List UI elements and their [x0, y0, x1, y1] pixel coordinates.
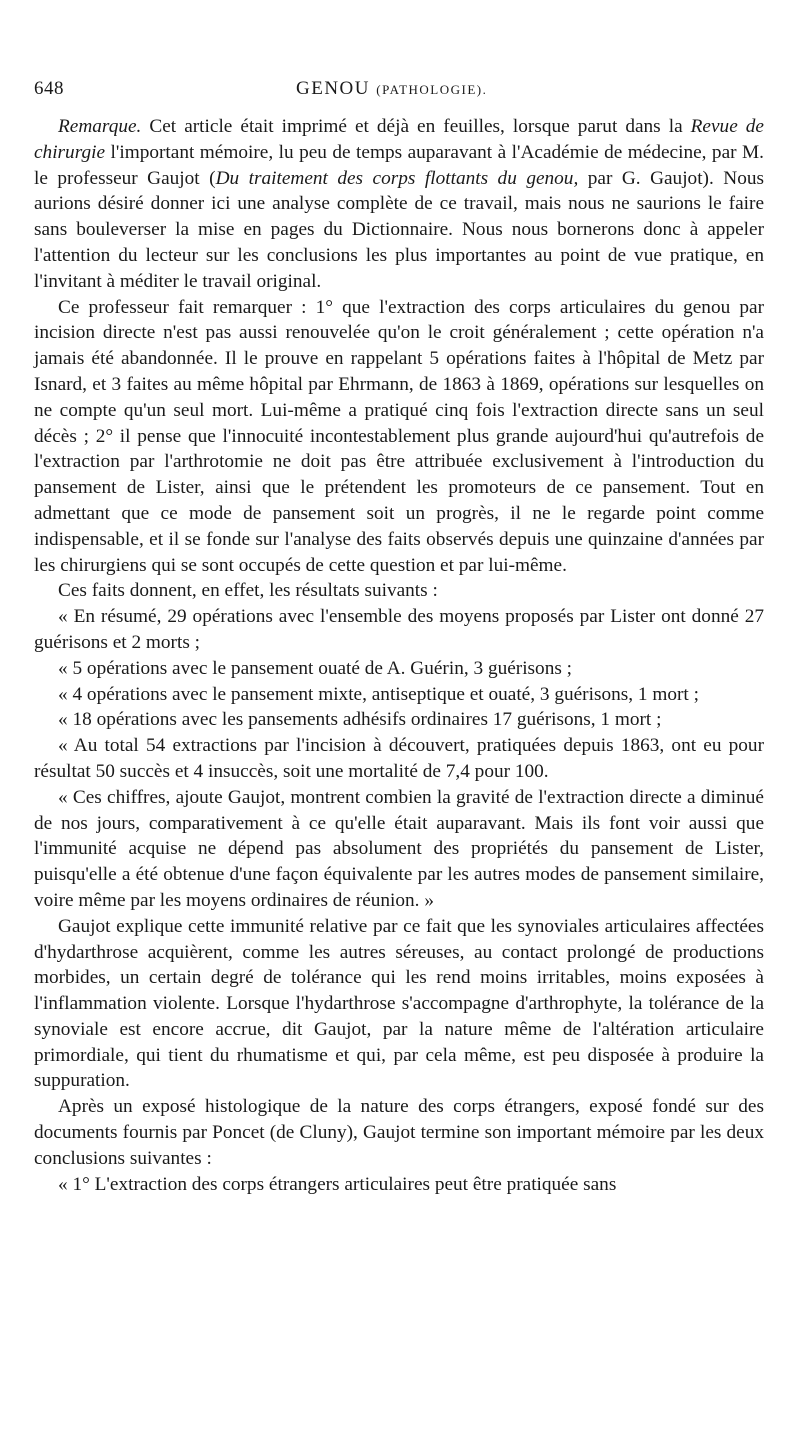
- body-text: [34, 114, 764, 1197]
- header-title-main: GENOU: [296, 78, 370, 99]
- paragraph: Gaujot explique cette immunité relative par ce fait que les synoviales articulaires affectées d'hydarthrose acquièrent, comme les autres séreuses, au contact prolongé de productions morbides, un certain degré de tolérance qui les rend moins irritables, moins exposées à l'inflammation violente. Lorsque l'hydarthrose s'accompagne d'arthrophyte, la tolérance de la synoviale est encore accrue, dit Gaujot, par la nature même de l'altération articulaire primordiale, qui tient du rhumatisme et qui, par cela même, est peu disposée à produire la suppuration.: [34, 915, 764, 1092]
- paragraph: Ces faits donnent, en effet, les résultats suivants :: [58, 580, 438, 602]
- paragraph-text: par G. Gaujot). Nous aurions désiré donner ici une analyse complète de ce travail, mais nous ne saurions le faire sans bouleverser la mise en pages du Dictionnaire. Nous nous bornerons donc à appeler l'attention du lecteur sur les conclusions les plus importantes au point de vue pratique, en l'invitant à méditer le travail original.: [34, 167, 764, 292]
- quote-paragraph: « 5 opérations avec le pansement ouaté de A. Guérin, 3 guérisons ;: [58, 657, 573, 679]
- paragraph-remarque: [34, 114, 764, 295]
- document-page: [34, 78, 764, 1197]
- remarque-lead: Remarque.: [58, 116, 142, 137]
- quote-paragraph: « Au total 54 extractions par l'incision à découvert, pratiquées depuis 1863, ont eu pour résultat 50 succès et 4 insuccès, soit une mortalité de 7,4 pour 100.: [34, 735, 764, 782]
- journal-title: Revue de chirurgie: [34, 116, 764, 163]
- paragraph-text: l'important mémoire, lu peu de temps auparavant à l'Académie de médecine, par M. le professeur Gaujot (: [34, 141, 764, 189]
- quote-paragraph: « 4 opérations avec le pansement mixte, antiseptique et ouaté, 3 guérisons, 1 mort ;: [58, 683, 699, 705]
- page-number: 648: [34, 78, 64, 99]
- paragraph-text: Cet article était imprimé et déjà en feuilles, lorsque parut dans la: [141, 116, 691, 137]
- header-subtitle: (PATHOLOGIE).: [376, 82, 488, 97]
- paragraph: Ce professeur fait remarquer : 1° que l'extraction des corps articulaires du genou par incision directe n'est pas aussi renouvelée qu'on le croit généralement ; cette opération n'a jamais été abandonnée. Il le prouve en rappelant 5 opérations faites à l'hôpital de Metz par Isnard, et 3 faites au même hôpital par Ehrmann, de 1863 à 1869, opérations sur lesquelles on ne compte qu'un seul mort. Lui-même a pratiqué cinq fois l'extraction directe sans un seul décès ; 2° il pense que l'innocuité incontestablement plus grande aujourd'hui qu'autrefois de l'extraction par l'arthrotomie ne doit pas être attribuée exclusivement à l'introduction du pansement de Lister, ainsi que le prétendent les promoteurs de ce pansement. Tout en admettant que ce mode de pansement soit un progrès, il ne le regarde point comme indispensable, et il se fonde sur l'analyse des faits observés depuis une quinzaine d'années par les chirurgiens qui se sont occupés de cette question et par lui-même.: [34, 296, 764, 576]
- memoir-title: Du traitement des corps flottants du genou,: [215, 167, 579, 189]
- quote-paragraph: « En résumé, 29 opérations avec l'ensemble des moyens proposés par Lister ont donné 27 guérisons et 2 morts ;: [34, 606, 764, 653]
- header-title: [296, 78, 487, 100]
- paragraph: Après un exposé histologique de la nature des corps étrangers, exposé fondé sur des documents fournis par Poncet (de Cluny), Gaujot termine son important mémoire par les deux conclusions suivantes :: [34, 1096, 764, 1169]
- quote-paragraph: « 18 opérations avec les pansements adhésifs ordinaires 17 guérisons, 1 mort ;: [58, 709, 662, 731]
- quote-paragraph: « Ces chiffres, ajoute Gaujot, montrent combien la gravité de l'extraction directe a diminué de nos jours, comparativement à ce qu'elle était auparavant. Mais ils font voir aussi que l'immunité acquise ne dépend pas absolument des propriétés du pansement de Lister, puisqu'elle a été obtenue d'une façon équivalente par les autres modes de pansement similaire, voire même par les moyens ordinaires de réunion. »: [34, 786, 764, 911]
- running-head: [34, 78, 764, 114]
- quote-paragraph: « 1° L'extraction des corps étrangers articulaires peut être pratiquée sans: [58, 1173, 617, 1195]
